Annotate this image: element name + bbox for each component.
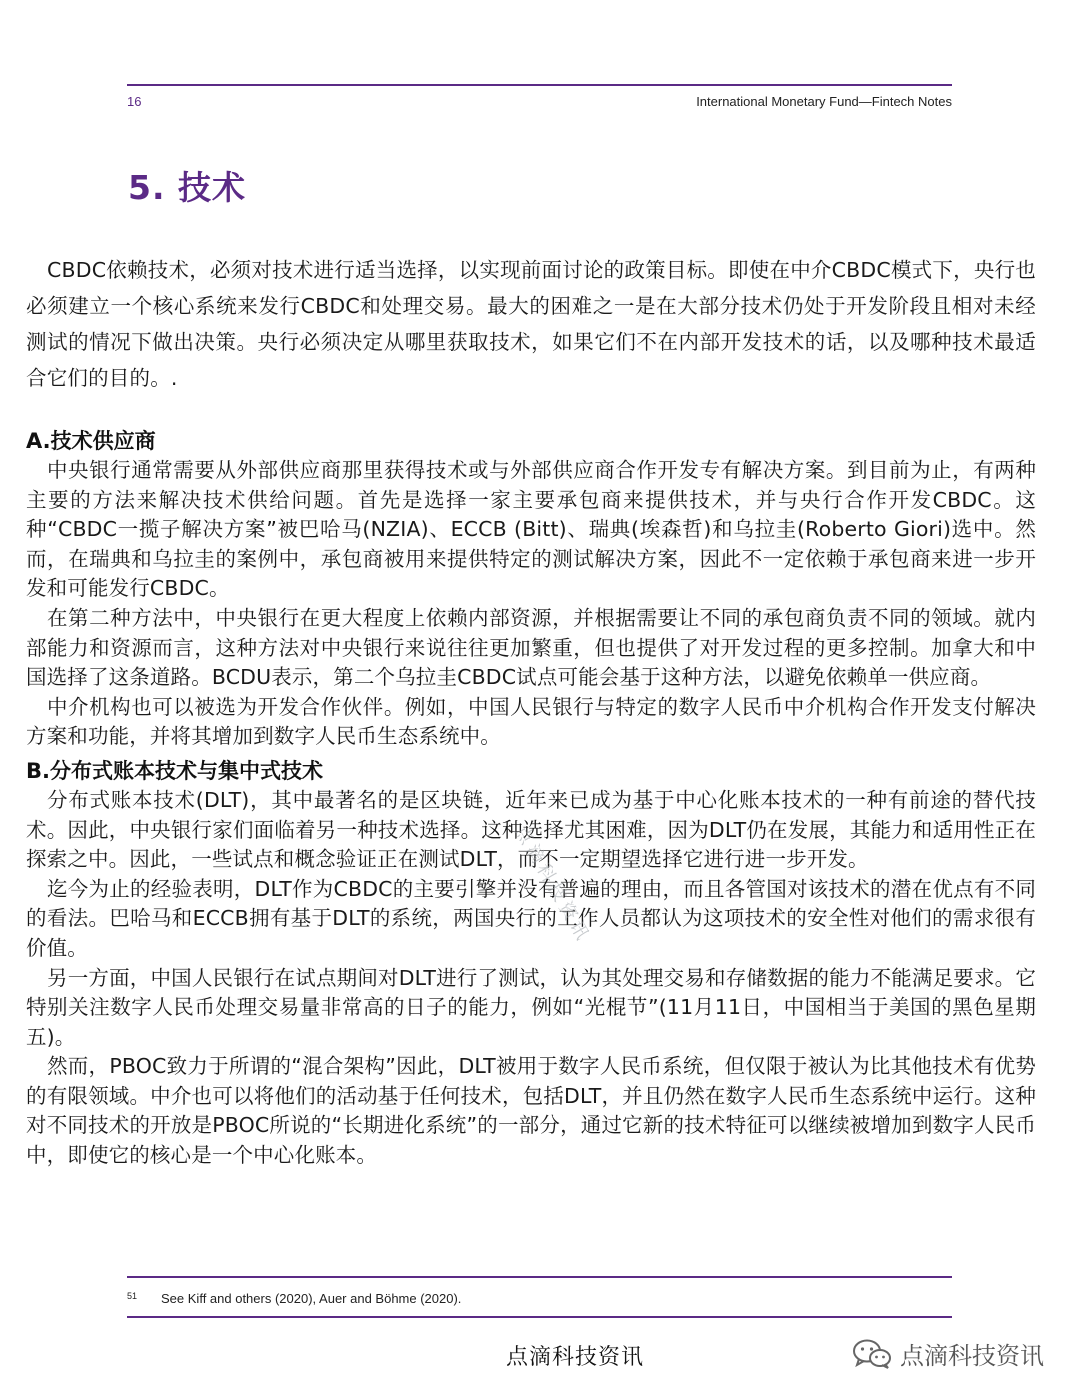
- wechat-account-name: 点滴科技资讯: [900, 1342, 1044, 1370]
- section-b-paragraph: 分布式账本技术(DLT)，其中最著名的是区块链，近年来已成为基于中心化账本技术的一种有前途的替代技术。因此，中央银行家们面临着另一种技术选择。这种选择尤其困难，因为DLT仍在发展，其能力和适用性正在探索之中。因此，一些试点和概念验证正在测试DLT，而不一定期望选择它进行进一步开发。: [26, 787, 1036, 872]
- chapter-title: 5. 技术: [128, 168, 246, 207]
- section-b-paragraph: 然而，PBOC致力于所谓的“混合架构”因此，DLT被用于数字人民币系统，但仅限于被认为比其他技术有优势的有限领域。中介也可以将他们的活动基于任何技术，包括DLT，并且仍然在数字人民币生态系统中运行。这种对不同技术的开放是PBOC所说的“长期进化系统”的一部分，通过它新的技术特征可以继续被增加到数字人民币中，即使它的核心是一个中心化账本。: [26, 1054, 1036, 1168]
- section-a-paragraph: 中央银行通常需要从外部供应商那里获得技术或与外部供应商合作开发专有解决方案。到目前为止，有两种主要的方法来解决技术供给问题。首先是选择一家主要承包商来提供技术，并与央行合作开发CBDC。这种“CBDC一揽子解决方案”被巴哈马(NZIA)、ECCB (Bitt)、瑞典(埃森哲)和乌拉圭(Roberto Giori)选中。然而，在瑞典和乌拉圭的案例中，承包商被用来提供特定的测试解决方案，因此不一定依赖于承包商来进一步开发和可能发行CBDC。: [26, 458, 1036, 601]
- section-b-paragraph: 迄今为止的经验表明，DLT作为CBDC的主要引擎并没有普遍的理由，而且各管国对该技术的潜在优点有不同的看法。巴哈马和ECCB拥有基于DLT的系统，两国央行的工作人员都认为这项技术的安全性对他们的需求很有价值。: [26, 876, 1036, 960]
- section-a: [26, 426, 1036, 752]
- intro-paragraph: CBDC依赖技术，必须对技术进行适当选择，以实现前面讨论的政策目标。即使在中介CBDC模式下，央行也必须建立一个核心系统来发行CBDC和处理交易。最大的困难之一是在大部分技术仍处于开发阶段且相对未经测试的情况下做出决策。央行必须决定从哪里获取技术，如果它们不在内部开发技术的话，以及哪种技术最适合它们的目的。.: [26, 258, 1036, 390]
- section-b-paragraph: 另一方面，中国人民银行在试点期间对DLT进行了测试，认为其处理交易和存储数据的能力不能满足要求。它特别关注数字人民币处理交易量非常高的日子的能力，例如“光棍节”(11月11日，中国相当于美国的黑色星期五)。: [26, 965, 1036, 1049]
- wechat-watermark: [852, 1336, 1044, 1371]
- running-title: International Monetary Fund—Fintech Notes: [696, 94, 952, 109]
- section-b-title: B.分布式账本技术与集中式技术: [26, 758, 323, 783]
- footnote-rule-bottom: [127, 1316, 952, 1318]
- page-number: 16: [127, 94, 142, 109]
- diagonal-watermark: 点滴科技资讯: [510, 822, 595, 947]
- wechat-icon: [852, 1338, 892, 1370]
- header-rule: [127, 84, 952, 86]
- center-watermark: 点滴科技资讯: [506, 1345, 645, 1370]
- footnote-rule-top: [127, 1276, 952, 1278]
- footnote-text: See Kiff and others (2020), Auer and Böhme (2020).: [161, 1291, 462, 1306]
- section-b: [26, 756, 1036, 1171]
- footnote-number: 51: [127, 1291, 138, 1301]
- section-a-paragraph: 在第二种方法中，中央银行在更大程度上依赖内部资源，并根据需要让不同的承包商负责不同的领域。就内部能力和资源而言，这种方法对中央银行来说往往更加繁重，但也提供了对开发过程的更多控制。加拿大和中国选择了这条道路。BCDU表示，第二个乌拉圭CBDC试点可能会基于这种方法，以避免依赖单一供应商。: [26, 605, 1036, 690]
- section-a-paragraph: 中介机构也可以被选为开发合作伙伴。例如，中国人民银行与特定的数字人民币中介机构合作开发支付解决方案和功能，并将其增加到数字人民币生态系统中。: [26, 694, 1036, 749]
- footnote: [127, 1291, 461, 1306]
- section-a-title: A.技术供应商: [26, 429, 156, 453]
- main-content: [26, 252, 1036, 1171]
